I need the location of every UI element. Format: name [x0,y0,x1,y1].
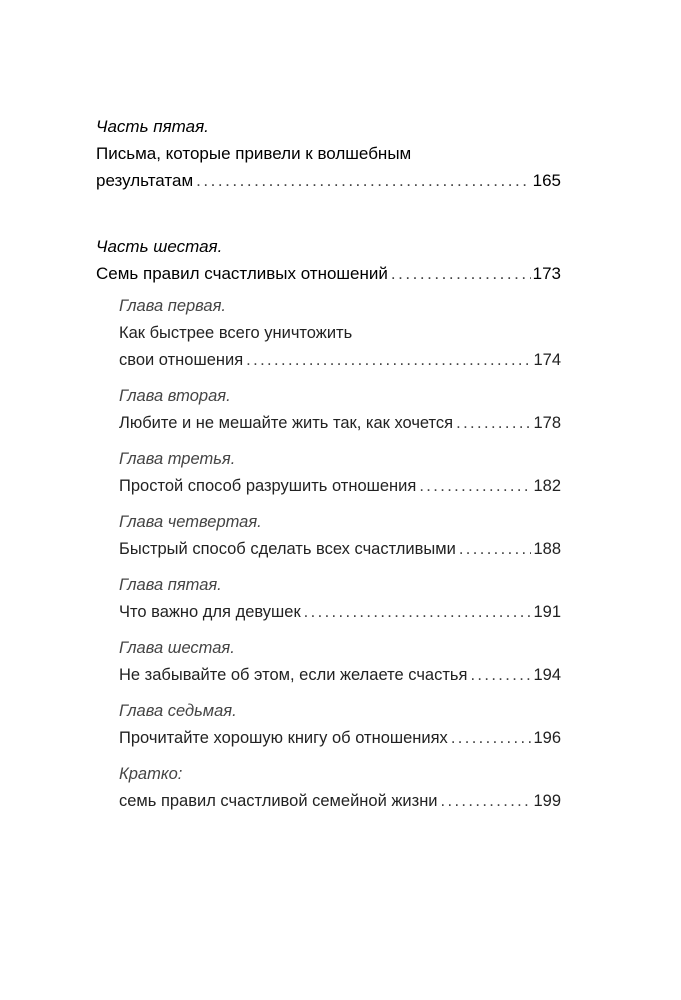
toc-entry-line [119,788,561,815]
part-title: Семь правил счастливых отношений [96,264,388,283]
chapter-label: Глава четвертая. [119,513,262,531]
page-number: 165 [532,171,561,190]
toc-entry-line [119,473,561,500]
part-label: Часть шестая. [96,237,223,256]
dot-leader [196,167,530,194]
page-number: 191 [533,603,561,621]
toc-chapter-1[interactable] [119,293,561,374]
dot-leader [304,599,532,626]
chapter-label: Глава вторая. [119,387,231,405]
toc-entry-line [96,167,561,194]
dot-leader [456,410,531,437]
chapter-list [119,293,561,815]
chapter-label: Глава шестая. [119,639,235,657]
toc-entry-line [119,725,561,752]
page-number: 173 [532,264,561,283]
toc-entry-line [119,410,561,437]
page-number: 188 [533,540,561,558]
dot-leader [441,788,532,815]
page-number: 178 [533,414,561,432]
dot-leader [391,260,531,287]
page-number: 196 [533,729,561,747]
toc-entry-line [119,662,561,689]
part-title-line: результатам [96,171,194,190]
chapter-title: семь правил счастливой семейной жизни [119,792,438,810]
table-of-contents [96,113,561,824]
chapter-title: Любите и не мешайте жить так, как хочется [119,414,454,432]
toc-chapter-6[interactable] [119,635,561,689]
toc-entry-line [119,536,561,563]
dot-leader [419,473,531,500]
dot-leader [459,536,532,563]
chapter-label: Кратко: [119,765,183,783]
toc-chapter-4[interactable] [119,509,561,563]
toc-chapter-5[interactable] [119,572,561,626]
part-title-line: Письма, которые привели к волшебным [96,144,412,163]
chapter-label: Глава первая. [119,297,227,315]
chapter-label: Глава третья. [119,450,236,468]
chapter-label: Глава пятая. [119,576,222,594]
chapter-title: Что важно для девушек [119,603,301,621]
toc-entry-line [96,260,561,287]
chapter-label: Глава седьмая. [119,702,237,720]
toc-chapter-2[interactable] [119,383,561,437]
toc-entry-line [119,599,561,626]
dot-leader [470,662,531,689]
toc-entry-line [119,347,561,374]
page-number: 199 [533,792,561,810]
toc-part-6[interactable] [96,233,561,287]
chapter-title: Простой способ разрушить отношения [119,477,417,495]
dot-leader [246,347,531,374]
toc-chapter-3[interactable] [119,446,561,500]
toc-chapter-7[interactable] [119,698,561,752]
chapter-title: Быстрый способ сделать всех счастливыми [119,540,456,558]
chapter-title-line: свои отношения [119,351,244,369]
chapter-title-line: Как быстрее всего уничтожить [119,324,353,342]
toc-part-5[interactable] [96,113,561,194]
part-label: Часть пятая. [96,117,209,136]
page-number: 182 [533,477,561,495]
toc-summary[interactable] [119,761,561,815]
chapter-title: Не забывайте об этом, если желаете счастья [119,666,468,684]
dot-leader [451,725,532,752]
page-number: 174 [533,351,561,369]
page-number: 194 [533,666,561,684]
chapter-title: Прочитайте хорошую книгу об отношениях [119,729,448,747]
